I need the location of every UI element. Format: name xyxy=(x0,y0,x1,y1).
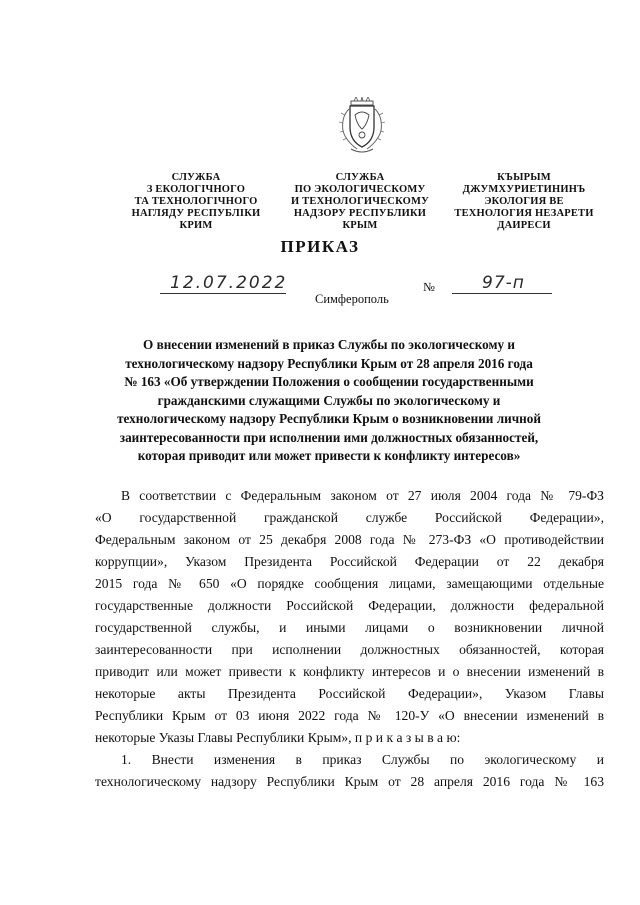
agency-ru-line: КРЫМ xyxy=(342,220,378,231)
agency-ct-line: ТЕХНОЛОГИЯ НЕЗАРЕТИ xyxy=(454,208,594,219)
agency-ct-line: ДЖУМХУРИЕТИНИНЪ xyxy=(462,184,586,195)
subject-line: технологическому надзору Республики Крым от 28 апреля 2016 года xyxy=(125,355,533,371)
order-body xyxy=(95,485,604,793)
agency-ua-line: З ЕКОЛОГІЧНОГО xyxy=(146,184,246,195)
coat-of-arms-icon xyxy=(337,97,387,155)
city-name: Симферополь xyxy=(315,292,389,306)
agency-ua-line: НАГЛЯДУ РЕСПУБЛІКИ xyxy=(131,208,261,219)
document-title: ПРИКАЗ xyxy=(280,237,360,256)
body-line: некоторые акты Президента Российской Федерации», Указом Главы xyxy=(95,686,604,701)
subject-line: гражданскими служащими Службы по экологическому и xyxy=(157,392,501,408)
number-underline xyxy=(452,293,552,294)
agency-ua-line: ТА ТЕХНОЛОГІЧНОГО xyxy=(134,196,258,207)
subject-line: № 163 «Об утверждении Положения о сообщении государственными xyxy=(124,374,534,389)
subject-line: которая приводит или может привести к конфликту интересов» xyxy=(137,448,521,463)
agency-ru-line: СЛУЖБА xyxy=(335,172,385,183)
agency-ct-line: ЭКОЛОГИЯ ВЕ xyxy=(484,196,564,207)
number-sign: № xyxy=(423,280,435,294)
subject-line: технологическому надзору Республики Крым о возникновении личной xyxy=(117,411,541,426)
agency-ru-line: ПО ЭКОЛОГИЧЕСКОМУ xyxy=(294,184,426,195)
order-subject xyxy=(95,336,563,466)
body-line: «О государственной гражданской службе Российской Федерации», xyxy=(95,510,604,525)
body-line: Республики Крым от 03 июня 2022 года № 120-У «О внесении изменений в xyxy=(95,708,604,723)
body-line: коррупции», Указом Президента Российской Федерации от 22 декабря xyxy=(95,554,604,569)
agency-ct-line: КЪЫРЫМ xyxy=(497,172,551,183)
order-number: 97-п xyxy=(482,273,525,293)
body-line: приводит или может привести к конфликту интересов и о внесении изменений в xyxy=(95,664,604,679)
body-line: государственные должности Российской Федерации, должности федеральной xyxy=(95,598,604,613)
body-line: заинтересованности при исполнении должностных обязанностей, которая xyxy=(95,642,604,657)
order-date: 12.07.2022 xyxy=(170,273,288,293)
body-line: технологическому надзору Республики Крым от 28 апреля 2016 года № 163 xyxy=(95,774,604,789)
agency-name-russian xyxy=(290,172,430,232)
body-line: некоторые Указы Главы Республики Крым», п р и к а з ы в а ю: xyxy=(95,730,461,745)
agency-ua-line: СЛУЖБА xyxy=(171,172,221,183)
agency-name-ukrainian xyxy=(126,172,266,232)
body-line: 1. Внести изменения в приказ Службы по экологическому и xyxy=(121,752,604,767)
body-line: Федеральным законом от 25 декабря 2008 года № 273-ФЗ «О противодействии xyxy=(95,532,604,547)
agency-ru-line: И ТЕХНОЛОГИЧЕСКОМУ xyxy=(290,196,430,207)
date-underline xyxy=(160,293,286,294)
body-line: 2015 года № 650 «О порядке сообщения лицами, замещающими отдельные xyxy=(95,576,604,591)
agency-name-crimean-tatar xyxy=(454,172,594,232)
agency-ru-line: НАДЗОРУ РЕСПУБЛИКИ xyxy=(293,208,427,219)
agency-ua-line: КРИМ xyxy=(179,220,213,231)
subject-line: О внесении изменений в приказ Службы по экологическому и xyxy=(143,337,515,352)
agency-ct-line: ДАИРЕСИ xyxy=(497,220,551,231)
body-line: В соответствии с Федеральным законом от 27 июля 2004 года № 79-ФЗ xyxy=(121,488,604,503)
body-line: государственной службы, и иными лицами о возникновении личной xyxy=(95,620,604,635)
subject-line: заинтересованности при исполнении ими должностных обязанностей, xyxy=(119,429,539,445)
